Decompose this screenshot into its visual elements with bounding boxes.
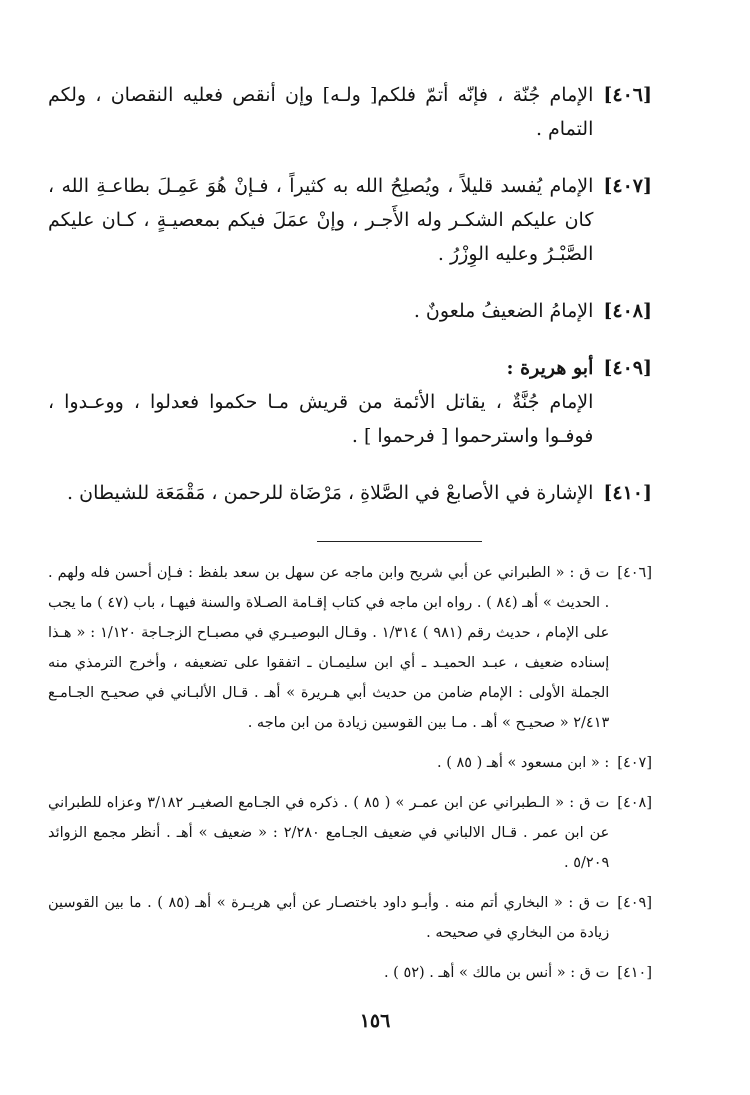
footnote-number: [٤٠٨]: [617, 795, 652, 811]
hadith-number: [٤٠٧]: [603, 175, 652, 197]
hadith-entry-407: [48, 169, 652, 271]
hadith-text: الإمام جُنّة ، فإنّه أتمّ فلكم[ ولـه] وإن أنقص فعليه النقصان ، ولكم التمام .: [48, 84, 594, 140]
hadith-text: الإمام جُنَّةٌ ، يقاتل الأئمة من قريش مـا حكموا فعدلوا ، ووعـدوا ، فوفـوا واسترحموا [ فرحموا ] .: [48, 391, 594, 447]
footnote-text: ت ق : « الـطبراني عن ابن عمـر » ( ٨٥ ) . ذكره في الجـامع الصغيـر ٣/١٨٢ وعزاه للطبراني عن ابن عمر . قـال الالباني في ضعيف الجـامع ٢/٢٨٠ : « ضعيف » أهـ . أنظر مجمع الزوائد ٥/٢٠٩ .: [48, 795, 610, 871]
footnote-409: [48, 888, 652, 948]
page-content: [48, 78, 652, 998]
hadith-text: الإمام يُفسد قليلاً ، ويُصلِحُ الله به كثيراً ، فـإنْ هُوَ عَمِـلَ بطاعـةِ الله ، كان عليكم الشكـر وله الأَجـر ، وإنْ عمَلَ فيكم بمعصيـةٍ ، كـان عليكم الصَّبْـرُ وعليه الوِزْرُ .: [48, 175, 594, 265]
footnote-408: [48, 788, 652, 878]
footnote-text: ت ق : « البخاري أتم منه . وأبـو داود باختصـار عن أبي هريـرة » أهـ (٨٥ ) . ما بين القوسين زيادة من البخاري في صحيحه .: [48, 895, 610, 941]
footnote-text: ت ق : « الطبراني عن أبي شريح وابن ماجه عن سهل بن سعد بلفظ : فـإن أحسن فله ولهم . . الحديث » أهـ (٨٤ ) . رواه ابن ماجه في كتاب إقـامة الصـلاة والسنة فيهـا ، باب (٤٧ ) ما يجب على الإمام ، حديث رقم (٩٨١ ) ١/٣١٤ . وقـال البوصيـري في مصبـاح الزجـاجة ١/١٢٠ : « هـذا إسناده ضعيف ، عبـد الحميـد ـ أي ابن سليمـان ـ اتفقوا على تضعيفه ، وأخرج الترمذي منه الجملة الأولى : الإمام ضامن من حديث أبي هـريرة » أهـ . قـال الألبـاني في صحيـح الجـامـع ٢/٤١٣ « صحيـح » أهـ . مـا بين القوسين زيادة من ابن ماجه .: [48, 565, 610, 731]
hadith-body: [48, 351, 593, 453]
footnote-number: [٤٠٧]: [617, 755, 652, 771]
hadith-entry-410: [48, 476, 652, 510]
hadith-body: [48, 294, 593, 328]
footnote-406: [48, 558, 652, 738]
narrator-heading: أبو هريرة :: [506, 357, 594, 379]
hadith-number: [٤٠٦]: [603, 84, 652, 106]
hadith-entry-408: [48, 294, 652, 328]
footnote-407: [48, 748, 652, 778]
footnote-410: [48, 958, 652, 988]
footnote-text: : « ابن مسعود » أهـ ( ٨٥ ) .: [436, 755, 610, 771]
page-number: ١٥٦: [359, 1010, 391, 1032]
hadith-body: [48, 169, 593, 271]
footnote-number: [٤٠٦]: [617, 565, 652, 581]
hadith-body: [48, 476, 593, 510]
footnote-text: ت ق : « أنس بن مالك » أهـ . (٥٢ ) .: [383, 965, 610, 981]
hadith-body: [48, 78, 593, 146]
hadith-entry-409: [48, 351, 652, 453]
footnote-number: [٤١٠]: [617, 965, 652, 981]
hadith-number: [٤١٠]: [603, 482, 652, 504]
hadith-entry-406: [48, 78, 652, 146]
hadith-number: [٤٠٨]: [603, 300, 652, 322]
hadith-text: الإمامُ الضعيفُ ملعونٌ .: [413, 300, 594, 322]
footnote-divider: [317, 541, 482, 542]
footnote-number: [٤٠٩]: [617, 895, 652, 911]
hadith-number: [٤٠٩]: [603, 357, 652, 379]
hadith-text: الإشارة في الأصابعْ في الصَّلاةِ ، مَرْضَاة للرحمن ، مَقْمَعَة للشيطان .: [67, 482, 594, 504]
